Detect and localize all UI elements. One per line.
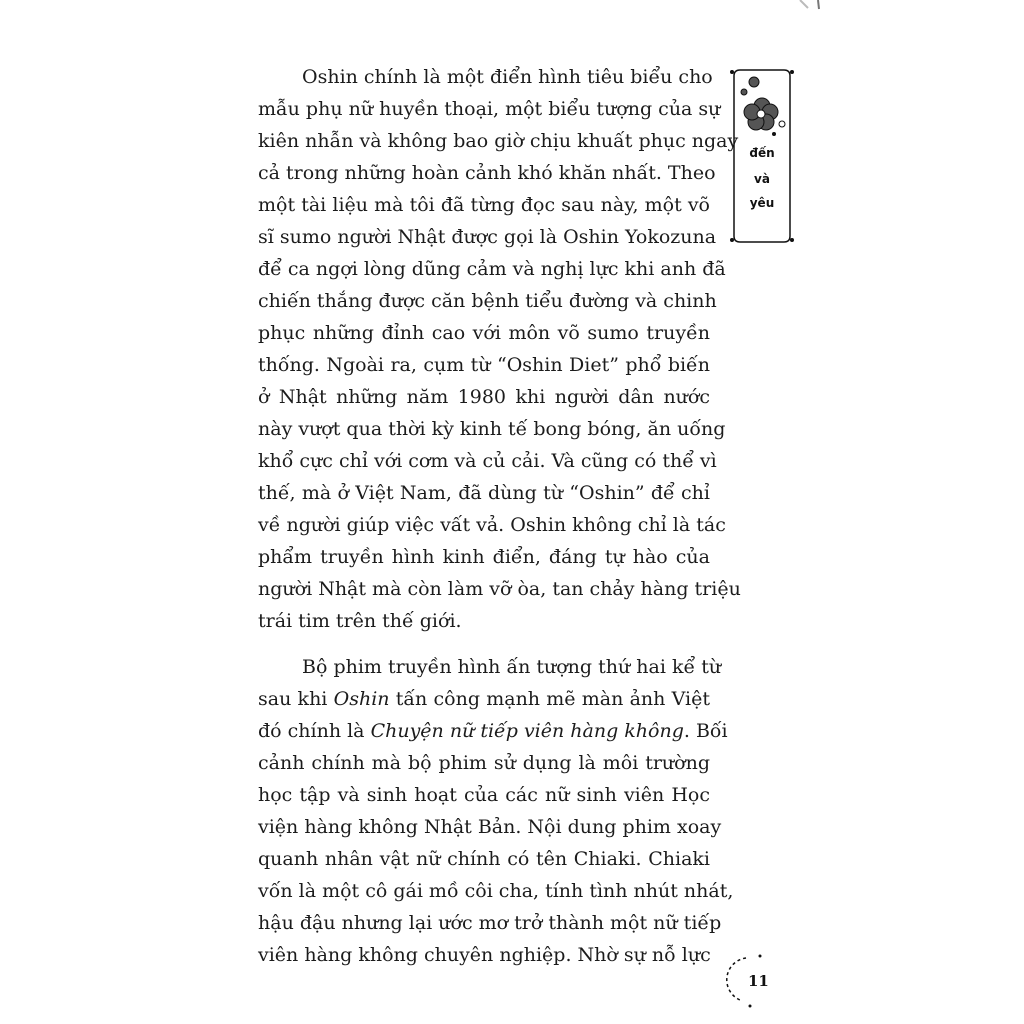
text-line: chiến thắng được căn bệnh tiểu đường và chinh — [258, 290, 717, 312]
text-line: ở Nhật những năm 1980 khi người dân nước — [258, 386, 710, 408]
text-span: đó chính là — [258, 720, 371, 742]
text-line: phẩm truyền hình kinh điển, đáng tự hào của — [258, 546, 710, 568]
text-line: hậu đậu nhưng lại ước mơ trở thành một nữ tiếp — [258, 912, 722, 934]
title-film: Chuyện nữ tiếp viên hàng không — [370, 720, 684, 742]
text-span: sau khi — [258, 688, 334, 710]
corner-mark — [796, 0, 824, 10]
text-span: . Bối — [683, 720, 728, 742]
text-line: Bộ phim truyền hình ấn tượng thứ hai kể từ — [302, 656, 722, 678]
text-line: về người giúp việc vất vả. Oshin không chỉ là tác — [258, 514, 726, 536]
text-line: sĩ sumo người Nhật được gọi là Oshin Yokozuna — [258, 226, 717, 248]
text-line: để ca ngợi lòng dũng cảm và nghị lực khi anh đã — [258, 258, 726, 280]
text-line: trái tim trên thế giới. — [258, 610, 462, 632]
text-line: một tài liệu mà tôi đã từng đọc sau này, một võ — [258, 194, 710, 216]
emblem-label-3: yêu — [749, 196, 775, 210]
text-line — [258, 720, 728, 742]
emblem-label-2: và — [754, 172, 770, 186]
text-line: viên hàng không chuyên nghiệp. Nhờ sự nỗ lực — [258, 944, 711, 966]
text-line: quanh nhân vật nữ chính có tên Chiaki. Chiaki — [258, 848, 710, 870]
text-line: học tập và sinh hoạt của các nữ sinh viên Học — [258, 784, 710, 806]
text-line: cả trong những hoàn cảnh khó khăn nhất. Theo — [258, 162, 716, 184]
text-line: thống. Ngoài ra, cụm từ “Oshin Diet” phổ biến — [258, 354, 710, 376]
text-line: người Nhật mà còn làm vỡ òa, tan chảy hàng triệu — [258, 578, 741, 600]
emblem-label-1: đến — [749, 146, 775, 160]
flower-icon — [741, 77, 778, 130]
text-line: này vượt qua thời kỳ kinh tế bong bóng, ăn uống — [258, 418, 726, 440]
title-oshin: Oshin — [333, 688, 390, 710]
page-number: 11 — [748, 972, 769, 990]
text-span: tấn công mạnh mẽ màn ảnh Việt — [389, 688, 710, 710]
text-line: Oshin chính là một điển hình tiêu biểu cho — [302, 66, 713, 88]
text-line: thế, mà ở Việt Nam, đã dùng từ “Oshin” để chỉ — [258, 482, 710, 504]
text-line: viện hàng không Nhật Bản. Nội dung phim xoay — [258, 816, 722, 838]
text-line: kiên nhẫn và không bao giờ chịu khuất phục ngay — [258, 130, 739, 152]
text-line — [258, 688, 710, 710]
text-line: mẫu phụ nữ huyền thoại, một biểu tượng của sự — [258, 98, 721, 120]
text-line: khổ cực chỉ với cơm và củ cải. Và cũng có thể vì — [258, 450, 717, 472]
text-line: phục những đỉnh cao với môn võ sumo truyền — [258, 322, 710, 344]
text-line: cảnh chính mà bộ phim sử dụng là môi trường — [258, 752, 710, 774]
text-line: vốn là một cô gái mồ côi cha, tính tình nhút nhát, — [258, 880, 734, 902]
chapter-emblem — [730, 62, 794, 248]
